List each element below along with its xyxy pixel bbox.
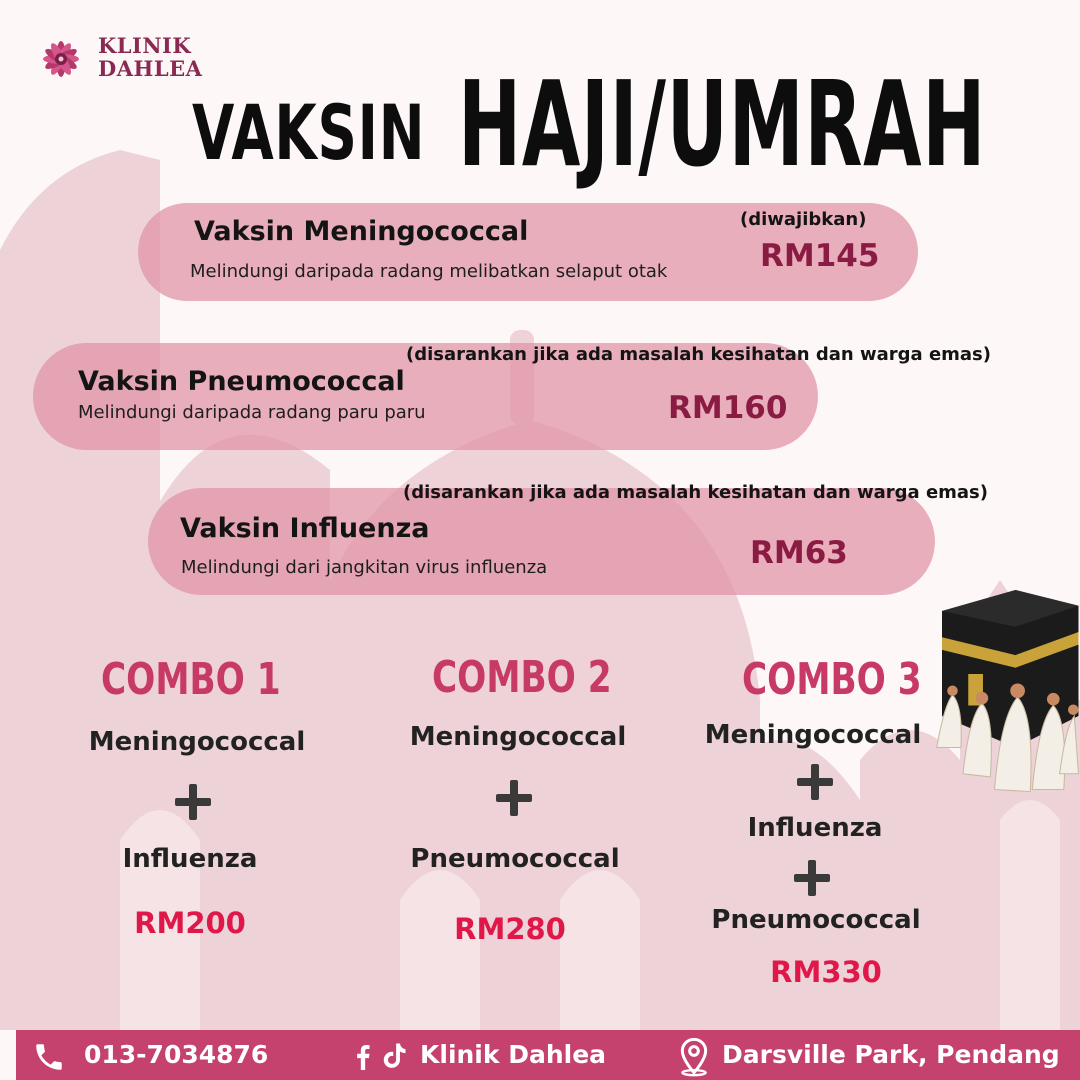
dahlia-flower-icon — [36, 34, 86, 84]
page-title-haji-umrah: HAJI/UMRAH — [458, 55, 987, 193]
combo-1-title: COMBO 1 — [101, 654, 281, 705]
vaccine-description: Melindungi daripada radang melibatkan selaput otak — [190, 261, 668, 282]
combo-1-price: RM200 — [134, 906, 246, 940]
combo-3-item: Meningococcal — [704, 720, 922, 750]
brand-name-line1: KLINIK — [98, 33, 192, 58]
page-title-vaksin: VAKSIN — [192, 88, 426, 177]
vaccine-price: RM63 — [750, 535, 848, 571]
tiktok-icon[interactable] — [380, 1036, 410, 1076]
vaccine-note: (disarankan jika ada masalah kesihatan dan warga emas) — [403, 482, 988, 503]
clinic-address[interactable]: Darsville Park, Pendang — [722, 1040, 1060, 1069]
contact-phone[interactable]: 013-7034876 — [84, 1040, 269, 1069]
facebook-icon[interactable] — [350, 1038, 376, 1076]
phone-icon — [32, 1040, 66, 1074]
combo-2-price: RM280 — [454, 912, 566, 946]
combo-3-price: RM330 — [770, 955, 882, 989]
plus-icon — [496, 780, 532, 816]
vaccine-description: Melindungi dari jangkitan virus influenza — [181, 557, 548, 578]
vaccine-price: RM160 — [668, 390, 788, 426]
kaaba-pilgrims-illustration — [930, 590, 1080, 800]
brand-name — [98, 34, 202, 80]
plus-icon — [794, 860, 830, 896]
vaccine-name: Vaksin Pneumococcal — [78, 366, 405, 397]
brand-logo — [36, 32, 236, 92]
combo-2-item: Meningococcal — [409, 722, 627, 752]
vaccine-name: Vaksin Meningococcal — [194, 216, 529, 247]
brand-name-line2: DAHLEA — [98, 56, 203, 81]
vaccine-note: (diwajibkan) — [740, 209, 867, 230]
combo-1-item: Meningococcal — [88, 727, 306, 757]
vaccine-description: Melindungi daripada radang paru paru — [78, 402, 426, 423]
social-handle[interactable]: Klinik Dahlea — [420, 1040, 607, 1069]
combo-2-item: Pneumococcal — [410, 844, 620, 874]
vaccine-name: Vaksin Influenza — [180, 513, 430, 544]
location-pin-icon — [674, 1034, 714, 1078]
vaccine-price: RM145 — [760, 238, 880, 274]
plus-icon — [175, 784, 211, 820]
plus-icon — [797, 764, 833, 800]
combo-3-title: COMBO 3 — [742, 654, 922, 705]
combo-2-title: COMBO 2 — [432, 652, 612, 703]
combo-3-item: Influenza — [747, 813, 883, 843]
combo-1-item: Influenza — [122, 844, 258, 874]
vaccine-note: (disarankan jika ada masalah kesihatan dan warga emas) — [406, 344, 991, 365]
combo-3-item: Pneumococcal — [711, 905, 921, 935]
